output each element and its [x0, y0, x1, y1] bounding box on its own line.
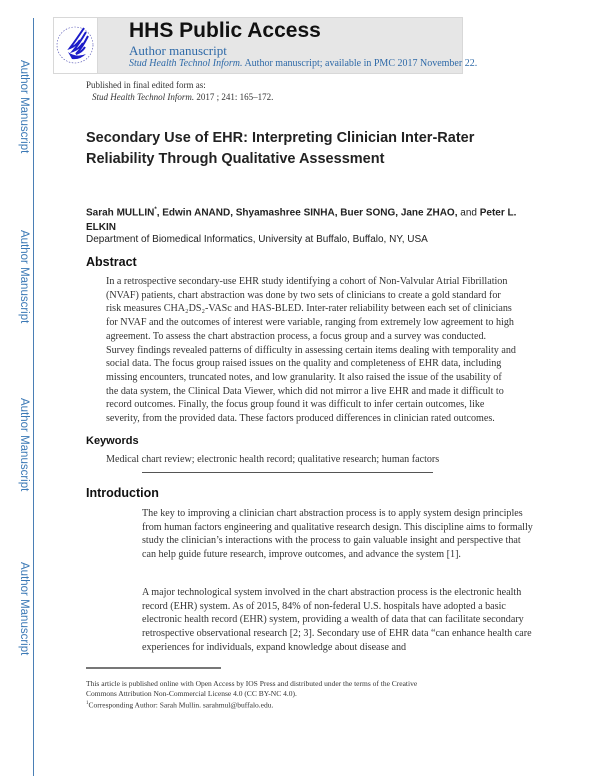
hhs-title: HHS Public Access — [129, 19, 321, 42]
keywords-heading: Keywords — [86, 435, 139, 447]
article-title: Secondary Use of EHR: Interpreting Clinician Inter-Rater Reliability Through Qualitative Assessment — [86, 130, 475, 167]
side-label: Author Manuscript — [18, 562, 30, 656]
keywords-text: Medical chart review; electronic health record; qualitative research; human factors — [106, 454, 440, 465]
author-list — [86, 203, 526, 235]
footnote-mark: 1 — [86, 701, 89, 706]
intro-paragraph: A major technological system involved in the chart abstraction process is the electronic health record (EHR) system. As of 2015, 84% of non-federal U.S. hospitals have adopted a basic electronic health record (EHR) system, providing a wealth of data that can facilitate secondary retrospective observational research [2; 3]. Secondary use of EHR data “can enhance health care experiences for individuals, expand knowledge about disease and — [142, 587, 532, 653]
hhs-logo-box — [53, 17, 98, 74]
hhs-eagle-logo-icon — [54, 18, 97, 73]
journal-name[interactable]: Stud Health Technol Inform. — [129, 58, 243, 69]
abstract-heading: Abstract — [86, 255, 137, 269]
published-label: Published in final edited form as: — [86, 80, 206, 90]
intro-paragraph: The key to improving a clinician chart abstraction process is to apply system design principles from human factors engineering and qualitative research design. This discipline aims to formally study the clinician’s interactions with the process to gain valuable insight and perspective that can help guide future research, improve outcomes, and advance the system [1]. — [142, 508, 533, 561]
affiliation: Department of Biomedical Informatics, University at Buffalo, Buffalo, NY, USA — [86, 234, 428, 245]
author: Peter L. ELKIN — [86, 207, 517, 234]
citation — [92, 92, 273, 102]
keywords-divider — [142, 472, 433, 473]
margin-rule — [33, 18, 34, 776]
availability-text: Author manuscript; available in PMC 2017 November 22. — [242, 58, 478, 69]
side-label: Author Manuscript — [18, 230, 30, 324]
introduction-heading: Introduction — [86, 486, 159, 500]
side-label: Author Manuscript — [18, 398, 30, 492]
corresponding-footnote — [86, 699, 273, 711]
authors-and: and — [457, 207, 480, 219]
corresponding-text: Corresponding Author: Sarah Mullin. sarahmul@buffalo.edu. — [88, 700, 274, 710]
availability-line — [129, 58, 477, 69]
footnote-divider — [86, 667, 221, 669]
side-label: Author Manuscript — [18, 60, 30, 154]
abstract-text: In a retrospective secondary-use EHR study identifying a cohort of Non-Valvular Atrial Fibrillation (NVAF) patients, chart abstraction was done by two sets of clinicians to create a gold standard for risk measures CHA₂DS₂-VASc and HAS-BLED. Inter-rater reliability between each set of clinicians for NVAF and the outcomes of interest were variable, ranging from extremely low agreement to high agreement. To assess the chart abstraction process, a focus group and a survey was conducted. Survey findings revealed patterns of difficulty in assessing certain items dealing with temporality and social data. The focus group raised issues on the quality and completeness of EHR data, including missing encounters, truncated notes, and low granularity. It also raised the issue of the usability of the data system, the Clinical Data Viewer, which did not mirror a live EHR and made it difficult to record outcomes. Finally, the focus group found it was difficult to infer certain outcomes, like severity, from the provided data. These factors produced differences in clinician rated outcomes. — [106, 276, 516, 425]
citation-details: 2017 ; 241: 165–172. — [194, 92, 274, 102]
author: Sarah MULLIN — [86, 207, 155, 219]
license-footnote: This article is published online with Open Access by IOS Press and distributed under the terms of the Creative Commons Attribution Non-Commercial License 4.0 (CC BY-NC 4.0). — [86, 679, 418, 698]
authors: , Edwin ANAND, Shyamashree SINHA, Buer SONG, Jane ZHAO, — [156, 207, 458, 219]
manuscript-label: Author manuscript — [129, 43, 227, 58]
citation-journal: Stud Health Technol Inform. — [92, 92, 195, 102]
author-mark: * — [154, 207, 157, 213]
